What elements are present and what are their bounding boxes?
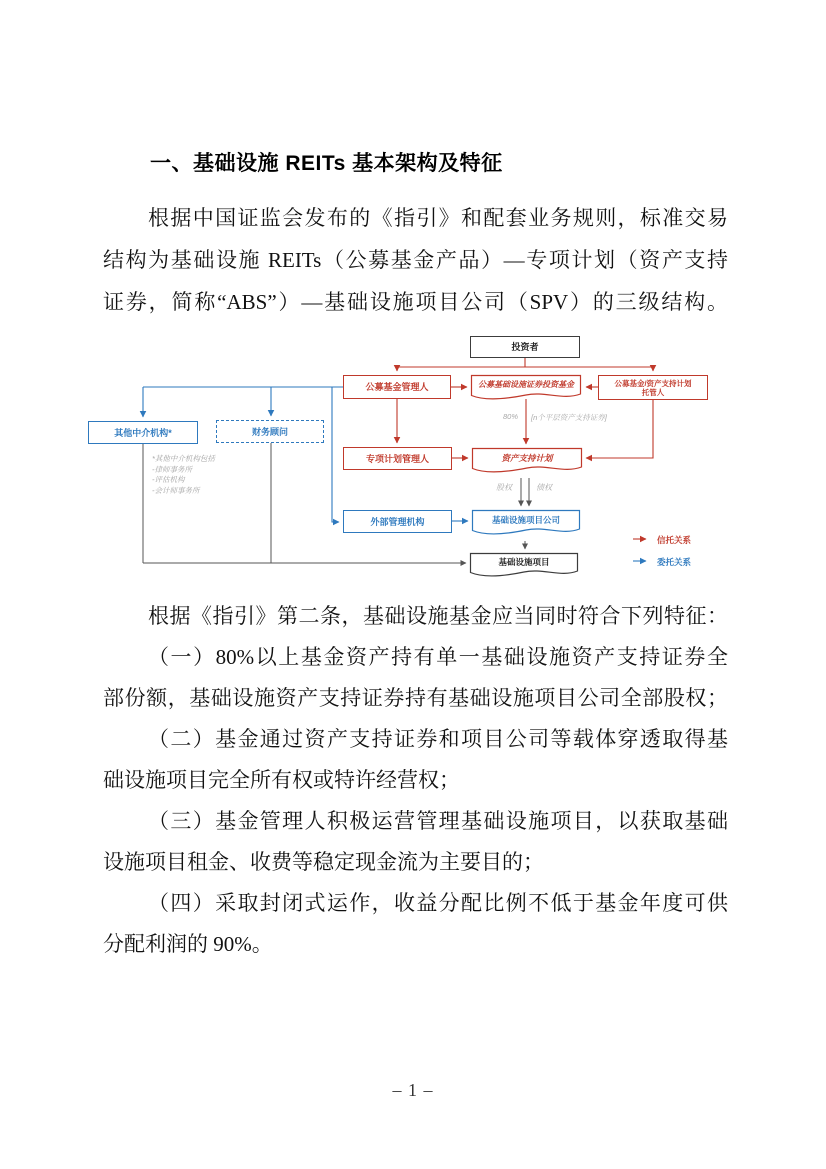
label-equity: 股权 <box>496 483 512 492</box>
features-paragraph <box>103 596 728 965</box>
label-abs-tranches: [n个平层资产支持证券] <box>531 413 607 422</box>
footnote-line: -评估机构 <box>152 475 185 484</box>
footnote-line: *其他中介机构包括 <box>152 454 215 463</box>
legend-trust-relationship: 信托关系 <box>657 535 692 545</box>
diagram-node-plan-manager: 专项计划管理人 <box>343 447 452 470</box>
paragraph-line: 分配利润的 90%。 <box>103 932 273 956</box>
paragraph-line: 部份额，基础设施资产支持证券持有基础设施项目公司全部股权； <box>103 686 728 710</box>
paragraph-line: （一）80%以上基金资产持有单一基础设施资产支持证券全 <box>148 645 728 669</box>
paragraph-line: （四）采取封闭式运作，收益分配比例不低于基金年度可供 <box>148 891 728 915</box>
diagram-node-project-company: 基础设施项目公司 <box>491 514 560 525</box>
custodian-label-line2: 托管人 <box>641 387 665 397</box>
diagram-footnote <box>152 454 215 496</box>
diagram-node-custodian <box>598 375 708 400</box>
label-80-percent: 80% <box>502 412 518 421</box>
page-title: 一、基础设施 REITs 基本架构及特征 <box>150 152 503 175</box>
paragraph-line: 设施项目租金、收费等稳定现金流为主要目的； <box>103 850 544 874</box>
paragraph-line: 础设施项目完全所有权或特许经营权； <box>103 768 460 792</box>
diagram-node-abs-plan: 资产支持计划 <box>501 452 553 463</box>
legend-delegate-relationship: 委托关系 <box>657 557 692 567</box>
paragraph-line: （三）基金管理人积极运营管理基础设施项目，以获取基础 <box>148 809 728 833</box>
intro-paragraph <box>103 197 728 323</box>
diagram-node-infrastructure-project: 基础设施项目 <box>498 557 550 567</box>
label-debt: 债权 <box>536 483 552 492</box>
diagram-node-other-agencies: 其他中介机构* <box>88 421 198 444</box>
diagram-node-financial-advisor: 财务顾问 <box>216 420 324 443</box>
diagram-node-fund-manager: 公募基金管理人 <box>343 375 451 399</box>
diagram-node-external-manager: 外部管理机构 <box>343 510 452 533</box>
paragraph-line: 结构为基础设施 REITs（公募基金产品）—专项计划（资产支持 <box>103 248 728 272</box>
footnote-line: -律师事务所 <box>152 464 192 474</box>
paragraph-line: 根据中国证监会发布的《指引》和配套业务规则，标准交易 <box>148 206 728 230</box>
paragraph-line: 根据《指引》第二条，基础设施基金应当同时符合下列特征： <box>148 604 728 628</box>
reits-structure-diagram <box>85 330 745 586</box>
diagram-node-investor: 投资者 <box>470 336 580 358</box>
paragraph-line: 证券，简称“ABS”）—基础设施项目公司（SPV）的三级结构。 <box>103 290 728 314</box>
diagram-node-public-fund: 公募基础设施证券投资基金 <box>478 380 574 389</box>
page-number: – 1 – <box>392 1080 434 1100</box>
footnote-line: -会计师事务所 <box>152 485 200 495</box>
custodian-label-line1: 公募基金/资产支持计划 <box>614 378 692 388</box>
paragraph-line: （二）基金通过资产支持证券和项目公司等载体穿透取得基 <box>148 727 728 751</box>
